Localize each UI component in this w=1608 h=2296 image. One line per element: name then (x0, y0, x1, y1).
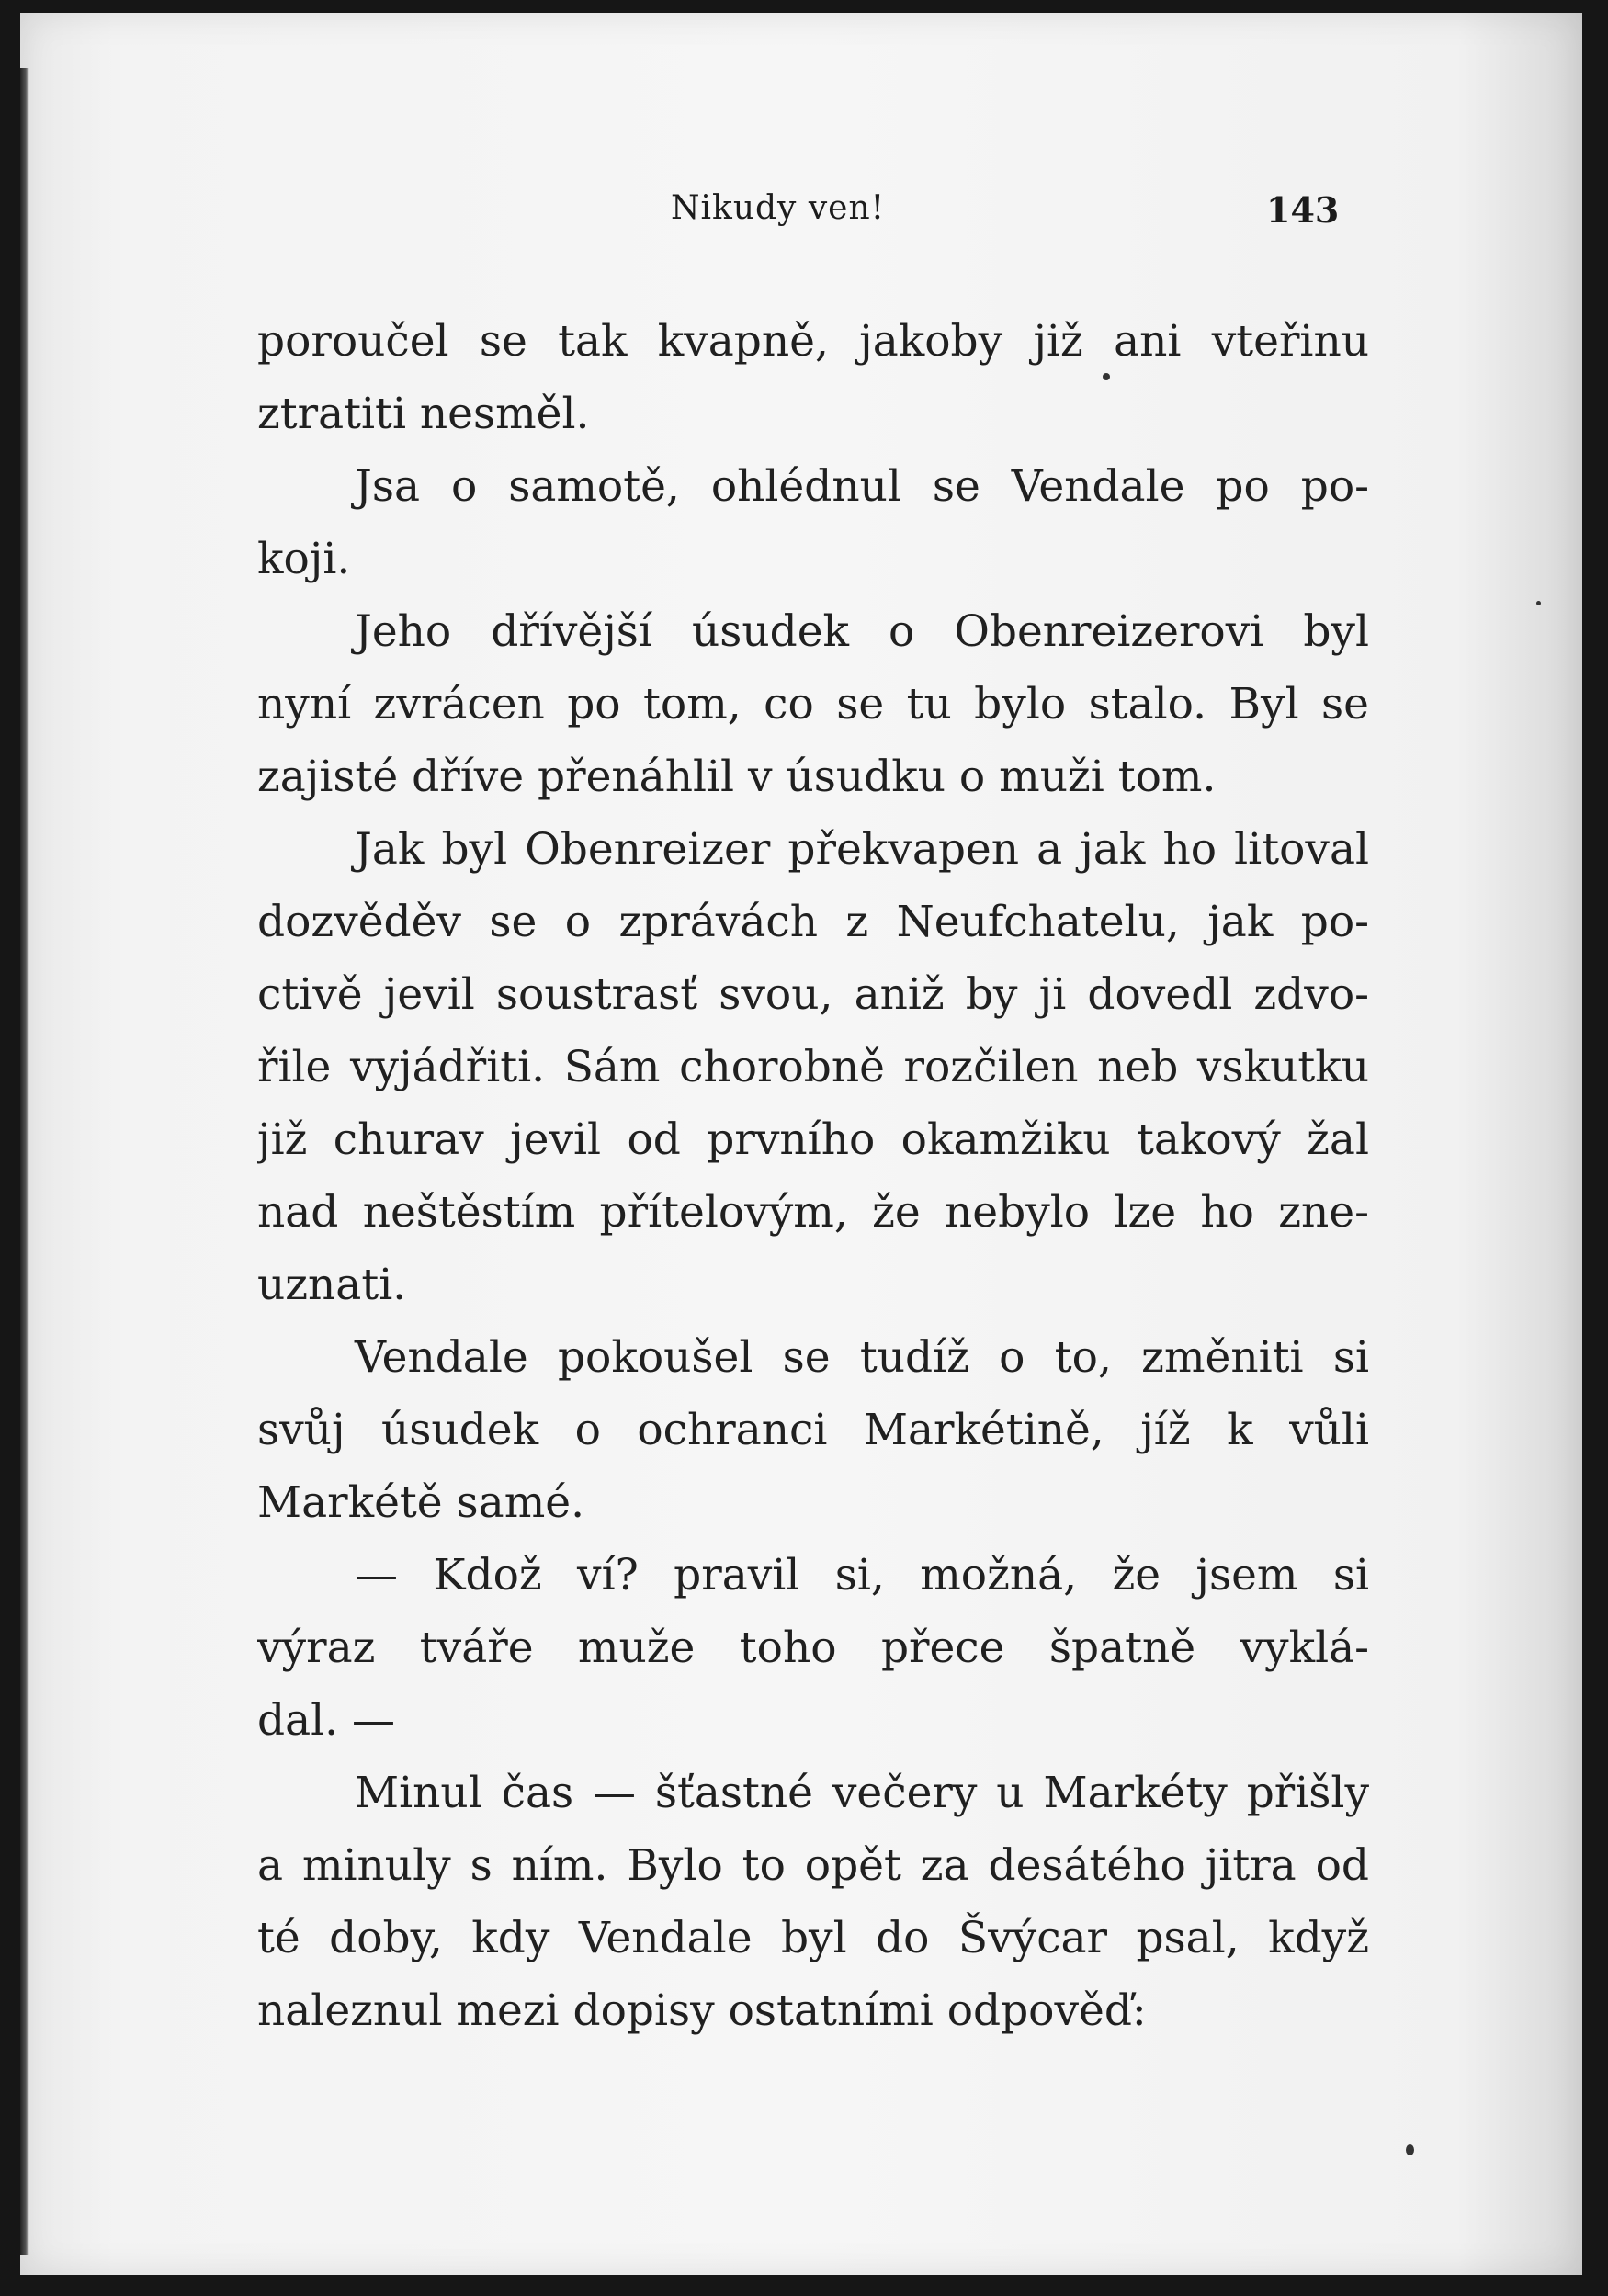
ink-speck (1536, 601, 1541, 605)
text-line: poroučel se tak kvapně, jakoby již ani vteřinu (257, 316, 1369, 367)
text-line: Jsa o samotě, ohlédnul se Vendale po po- (355, 461, 1369, 512)
text-line: řile vyjádřiti. Sám chorobně rozčilen neb vskutku (257, 1042, 1369, 1092)
text-line: té doby, kdy Vendale byl do Švýcar psal, když (257, 1913, 1369, 1963)
text-line: a minuly s ním. Bylo to opět za desátého jitra od (257, 1840, 1369, 1891)
text-line: svůj úsudek o ochranci Markétině, jíž k vůli (257, 1405, 1369, 1455)
text-line: naleznul mezi dopisy ostatními odpověď: (257, 1985, 1147, 2036)
page-paper (20, 13, 1582, 2275)
text-line: již churav jevil od prvního okamžiku takový žal (257, 1114, 1369, 1165)
text-line: nyní zvrácen po tom, co se tu bylo stalo. Byl se (257, 679, 1369, 730)
text-line: výraz tváře muže toho přece špatně vyklá- (257, 1623, 1369, 1673)
text-line: zajisté dříve přenáhlil v úsudku o muži tom. (257, 752, 1217, 802)
text-line: Jeho dřívější úsudek o Obenreizerovi byl (355, 606, 1369, 657)
text-line: nad neštěstím přítelovým, že nebylo lze ho zne- (257, 1187, 1369, 1238)
text-line: Vendale pokoušel se tudíž o to, změniti si (355, 1332, 1369, 1383)
text-line: ctivě jevil soustrasť svou, aniž by ji dovedl zdvo- (257, 969, 1369, 1020)
ink-speck (1103, 373, 1110, 380)
text-line: Minul čas — šťastné večery u Markéty přišly (355, 1768, 1369, 1818)
text-line: Jak byl Obenreizer překvapen a jak ho litoval (355, 824, 1369, 875)
text-line: uznati. (257, 1260, 407, 1310)
text-line: — Kdož ví? pravil si, možná, že jsem si (355, 1550, 1369, 1600)
text-line: koji. (257, 534, 351, 584)
running-title: Nikudy ven! (671, 189, 886, 227)
text-line: dozvěděv se o zprávách z Neufchatelu, jak po- (257, 897, 1369, 947)
text-line: dal. — (257, 1695, 396, 1746)
text-line: Markétě samé. (257, 1477, 585, 1528)
page-number: 143 (1266, 189, 1340, 231)
ink-speck (1406, 2144, 1414, 2155)
body-text (257, 305, 1369, 2047)
text-line: ztratiti nesměl. (257, 389, 590, 439)
page-spine-shadow (20, 68, 29, 2255)
page-header (20, 189, 1582, 244)
